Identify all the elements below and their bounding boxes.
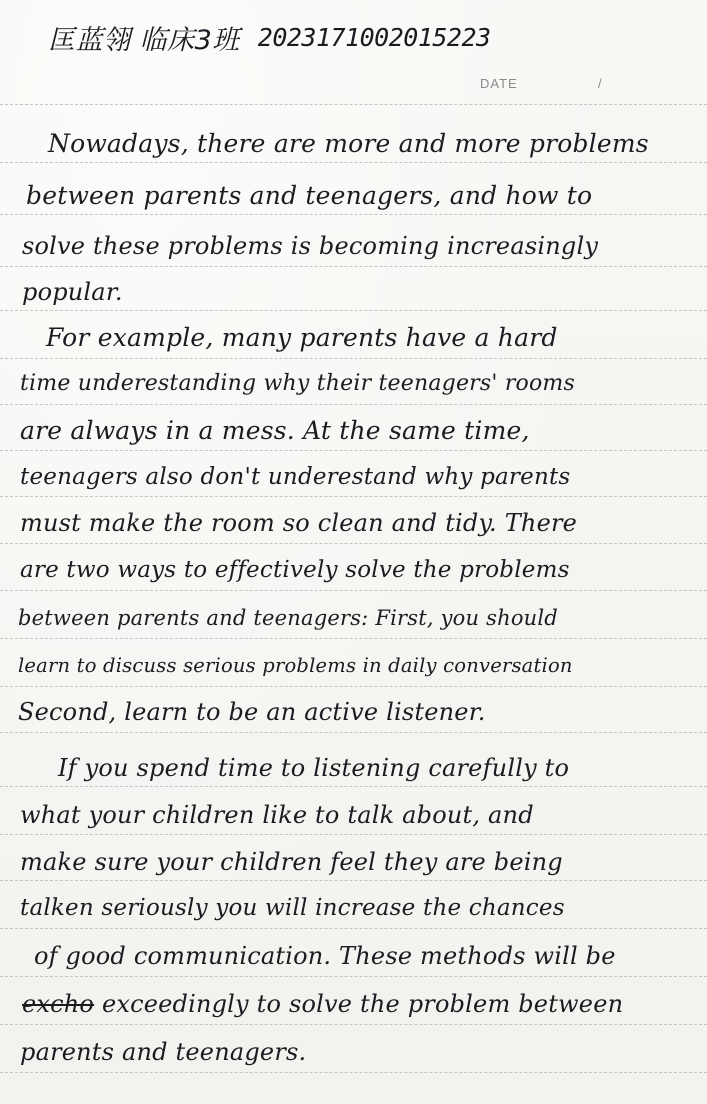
text-line-9: must make the room so clean and tidy. There: [20, 509, 578, 537]
text-line-10: are two ways to effectively solve the problems: [20, 557, 570, 583]
text-line-18: of good communication. These methods will be: [34, 942, 616, 970]
text-line-17: talken seriously you will increase the chances: [20, 895, 565, 921]
text-line-15: what your children like to talk about, and: [20, 801, 534, 829]
crossed-out-word: excho: [22, 990, 95, 1018]
text-line-5: For example, many parents have a hard: [46, 323, 558, 352]
date-label: DATE: [480, 76, 518, 91]
text-line-6: time underestanding why their teenagers' rooms: [20, 371, 575, 396]
text-line-12: learn to discuss serious problems in daily conversation: [18, 654, 573, 677]
page-header: [48, 12, 491, 62]
text-line-7: are always in a mess. At the same time,: [20, 416, 530, 445]
ruled-line: [0, 104, 707, 105]
text-line-14: If you spend time to listening carefully to: [58, 754, 570, 782]
text-line-1: Nowadays, there are more and more problems: [48, 129, 649, 158]
text-line-3: solve these problems is becoming increasingly: [22, 232, 599, 260]
student-name-class: 匡蓝翎 临床3班: [48, 24, 240, 56]
text-line-20: parents and teenagers.: [20, 1038, 307, 1066]
text-line-8: teenagers also don't underestand why parents: [20, 464, 571, 490]
date-field: [480, 76, 610, 96]
student-id: 2023171002015223: [257, 22, 491, 52]
text-line-19: [0, 978, 707, 1030]
date-slash: /: [598, 76, 603, 91]
text-line-2: between parents and teenagers, and how to: [26, 181, 593, 210]
text-line-16: make sure your children feel they are being: [20, 848, 563, 876]
text-line-4: popular.: [22, 278, 123, 306]
text-line-19-rest: exceedingly to solve the problem between: [101, 990, 624, 1018]
text-line-11: between parents and teenagers: First, you should: [18, 606, 558, 630]
text-line-13: Second, learn to be an active listener.: [18, 698, 486, 726]
